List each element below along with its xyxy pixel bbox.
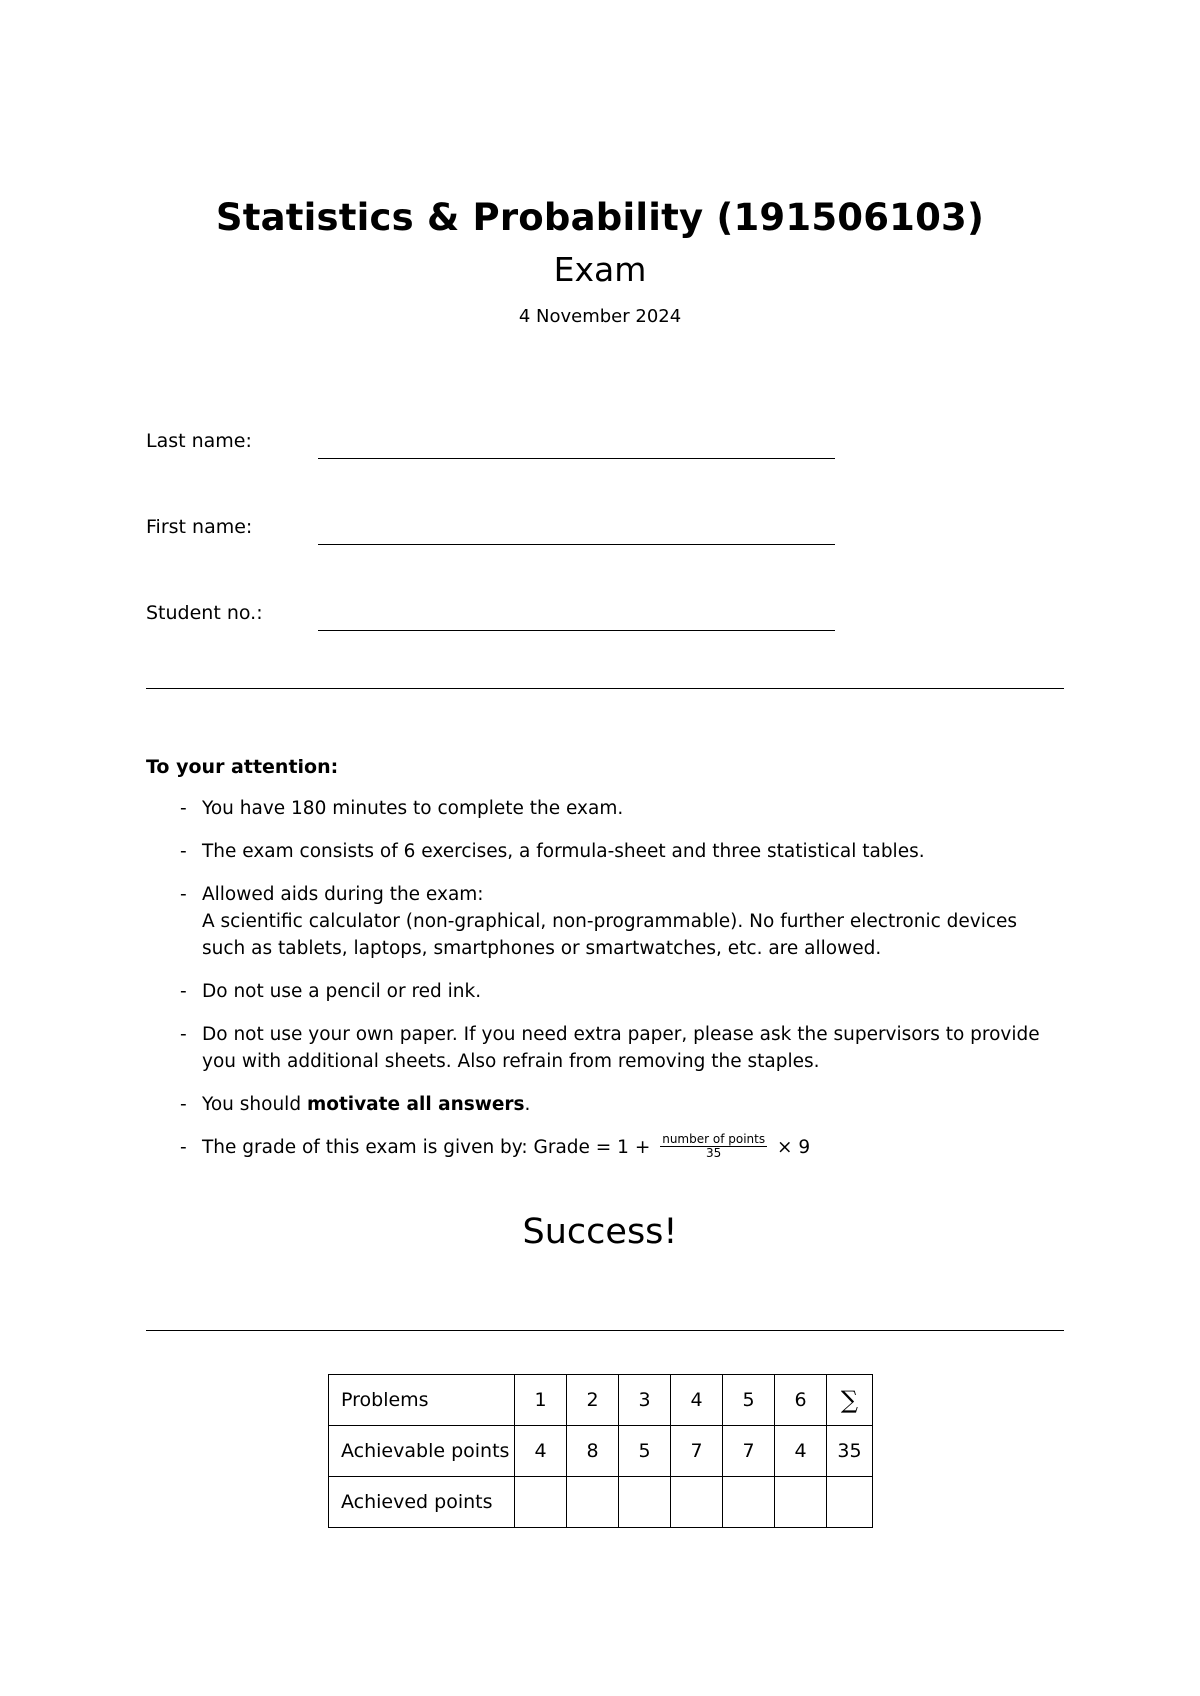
achievable-points: 4 xyxy=(515,1426,567,1477)
instruction-text: Allowed aids during the exam: xyxy=(202,884,484,905)
grade-formula-text: The grade of this exam is given by: Grade = 1 + xyxy=(202,1137,657,1158)
row-label-achieved: Achieved points xyxy=(329,1477,515,1528)
grade-formula-multiplier: × 9 xyxy=(771,1137,811,1158)
instruction-text: You have 180 minutes to complete the exam. xyxy=(202,798,624,819)
instruction-item: - Do not use a pencil or red ink. xyxy=(180,981,482,1002)
achievable-points: 4 xyxy=(775,1426,827,1477)
student-no-line xyxy=(318,630,835,631)
achieved-total-cell xyxy=(827,1477,873,1528)
exam-subtitle: Exam xyxy=(553,250,647,289)
achievable-points: 5 xyxy=(619,1426,671,1477)
problem-number: 3 xyxy=(619,1375,671,1426)
achievable-points: 7 xyxy=(671,1426,723,1477)
instruction-text: Do not use a pencil or red ink. xyxy=(202,981,482,1002)
row-label-achievable: Achievable points xyxy=(329,1426,515,1477)
achieved-points-cell xyxy=(619,1477,671,1528)
problem-number: 2 xyxy=(567,1375,619,1426)
sum-symbol: ∑ xyxy=(827,1375,873,1426)
instruction-item: - The exam consists of 6 exercises, a formula-sheet and three statistical tables. xyxy=(180,841,925,862)
last-name-line xyxy=(318,458,835,459)
instruction-emphasis: motivate all answers xyxy=(306,1094,525,1115)
attention-heading: To your attention: xyxy=(146,756,339,778)
row-label-problems: Problems xyxy=(329,1375,515,1426)
instruction-item: - Allowed aids during the exam: A scientific calculator (non-graphical, non-programmable). No further electronic devices such as tablets, laptops, smartphones or smartwatches, etc. are allowed. xyxy=(180,884,1018,959)
instruction-item: - You have 180 minutes to complete the exam. xyxy=(180,798,624,819)
exam-date: 4 November 2024 xyxy=(518,306,682,327)
success-message: Success! xyxy=(522,1212,678,1252)
student-no-label: Student no.: xyxy=(146,602,263,624)
problem-number: 6 xyxy=(775,1375,827,1426)
instruction-text: Do not use your own paper. If you need extra paper, please ask the supervisors to provide you with additional sheets. Also refrain from removing the staples. xyxy=(202,1024,1040,1072)
table-row xyxy=(329,1375,873,1426)
fraction-numerator: number of points xyxy=(662,1131,766,1146)
first-name-line xyxy=(318,544,835,545)
problem-number: 1 xyxy=(515,1375,567,1426)
table-row xyxy=(329,1426,873,1477)
first-name-label: First name: xyxy=(146,516,253,538)
instruction-text: A scientific calculator (non-graphical, non-programmable). No further electronic devices such as tablets, laptops, smartphones or smartwatches, etc. are allowed. xyxy=(202,911,1018,959)
instruction-text: The exam consists of 6 exercises, a formula-sheet and three statistical tables. xyxy=(202,841,925,862)
problem-number: 4 xyxy=(671,1375,723,1426)
achievable-points: 8 xyxy=(567,1426,619,1477)
divider-bottom xyxy=(146,1330,1064,1331)
instruction-text: You should xyxy=(202,1094,307,1115)
last-name-label: Last name: xyxy=(146,430,252,452)
points-table xyxy=(328,1374,873,1528)
achieved-points-cell xyxy=(775,1477,827,1528)
achieved-points-cell xyxy=(515,1477,567,1528)
exam-title: Statistics & Probability (191506103) xyxy=(215,196,985,239)
table-row xyxy=(329,1477,873,1528)
achievable-points: 7 xyxy=(723,1426,775,1477)
achievable-total: 35 xyxy=(827,1426,873,1477)
problem-number: 5 xyxy=(723,1375,775,1426)
grade-fraction xyxy=(660,1133,767,1160)
achieved-points-cell xyxy=(567,1477,619,1528)
fraction-denominator: 35 xyxy=(706,1145,722,1160)
instruction-item: - The grade of this exam is given by: Grade = 1 + $\frac{\text{number of points}}{35}$ × 9 xyxy=(180,1131,811,1160)
instruction-item: - You should motivate all answers. xyxy=(180,1094,531,1115)
achieved-points-cell xyxy=(671,1477,723,1528)
achieved-points-cell xyxy=(723,1477,775,1528)
instruction-item: - Do not use your own paper. If you need extra paper, please ask the supervisors to provide you with additional sheets. Also refrain from removing the staples. xyxy=(180,1024,1040,1072)
instruction-text: . xyxy=(524,1094,531,1115)
divider-top xyxy=(146,688,1064,689)
instructions-list xyxy=(180,795,1065,1178)
